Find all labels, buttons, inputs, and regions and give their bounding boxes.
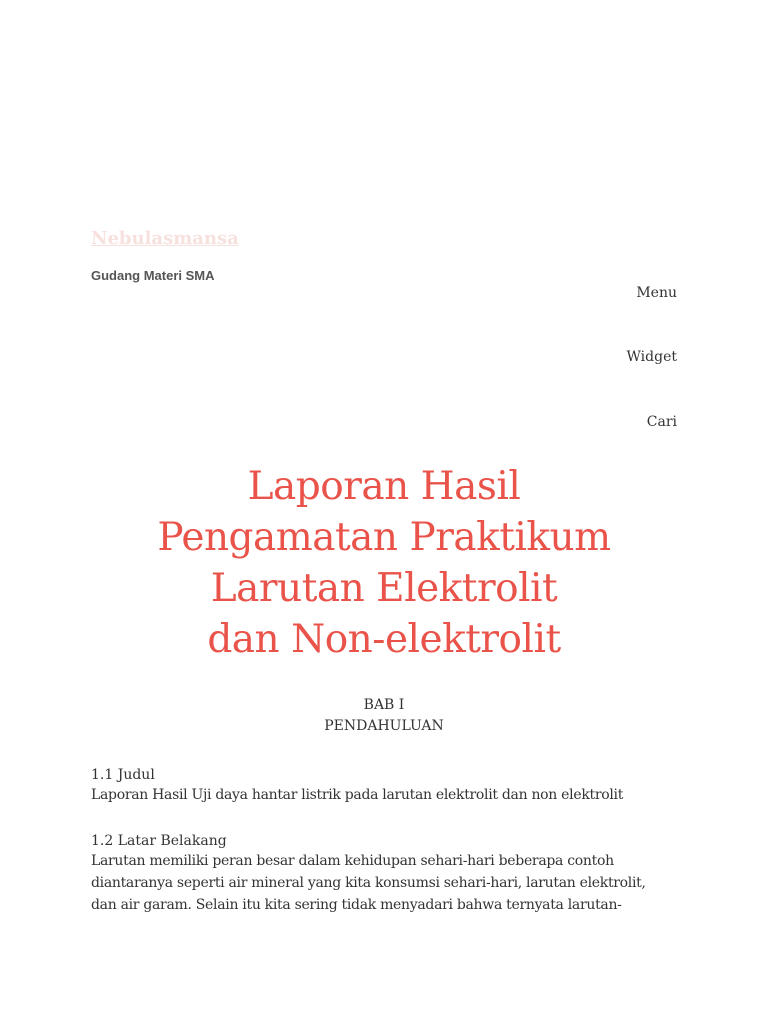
menu-link[interactable]: Menu [636,285,677,301]
section-2-line-2: diantaranya seperti air mineral yang kita konsumsi sehari-hari, larutan elektrolit, [91,875,646,891]
section-1-text: Laporan Hasil Uji daya hantar listrik pada larutan elektrolit dan non elektrolit [91,787,624,803]
section-2-line-3: dan air garam. Selain itu kita sering tidak menyadari bahwa ternyata larutan- [91,897,622,913]
article-title-line-2: Pengamatan Praktikum [157,515,611,560]
section-2-text [91,850,691,916]
chapter-title: PENDAHULUAN [324,718,444,734]
article-title-line-1: Laporan Hasil [247,464,521,509]
article-title-line-3: Larutan Elektrolit [210,566,558,611]
site-tagline: Gudang Materi SMA [91,268,215,283]
search-link[interactable]: Cari [646,414,677,430]
article-title-line-4: dan Non-elektrolit [207,617,561,662]
section-1-heading: 1.1 Judul [91,767,155,783]
article-title [90,461,678,665]
chapter-label: BAB I [363,697,405,713]
widget-link[interactable]: Widget [626,349,677,365]
section-2-heading: 1.2 Latar Belakang [91,833,227,849]
section-2-line-1: Larutan memiliki peran besar dalam kehidupan sehari-hari beberapa contoh [91,853,614,869]
site-title-link[interactable]: Nebulasmansa [91,228,239,249]
